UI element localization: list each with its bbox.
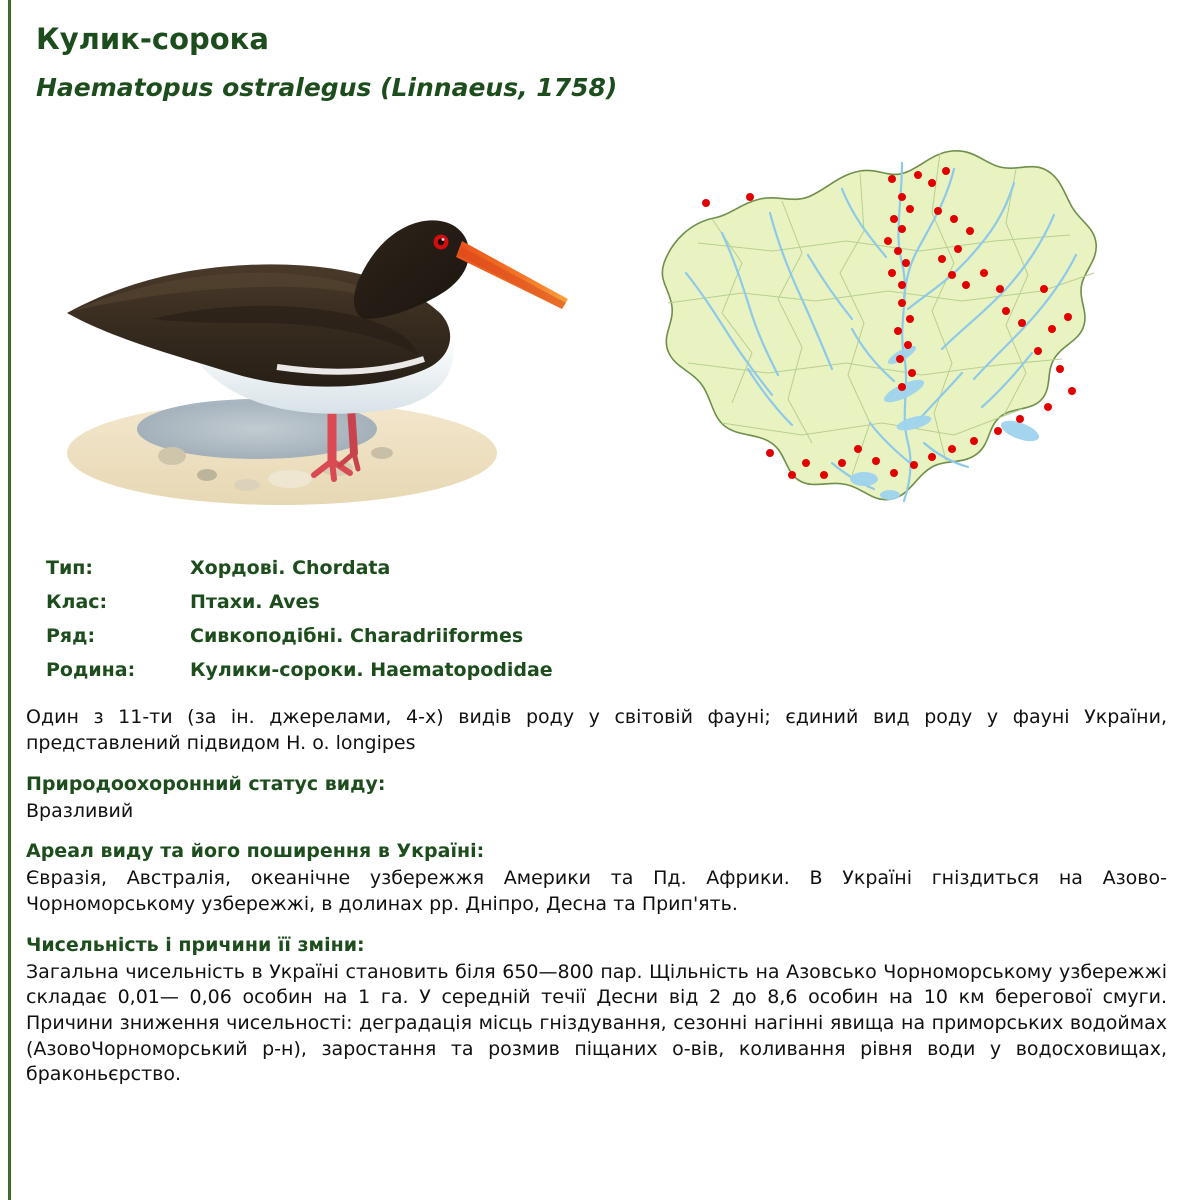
table-row [46,585,553,619]
page-title: Кулик-сорока [36,22,269,56]
section-text-status: Вразливий [26,799,134,822]
taxonomy-value: Сивкоподібні. Charadriiformes [190,625,524,648]
taxonomy-value: Хордові. Chordata [190,557,391,580]
section-heading-range: Ареал виду та його поширення в Україні: [26,840,485,863]
taxonomy-table [46,551,553,687]
table-row [46,619,553,653]
intro-paragraph: Один з 11-ти (за ін. джерелами, 4-х) видів роду у світовій фауні; єдиний вид роду у фауні України, представлений підвидом H. o. longipes [26,706,1167,755]
taxonomy-key: Ряд: [46,625,96,648]
table-row [46,551,553,585]
section-text-population: Загальна чисельність в Україні становить біля 650—800 пар. Щільність на Азовсько Чорноморському узбережжі складає 0,01— 0,06 особин на 1 га. У середній течії Десни від 2 до 8,6 особин на 10 км берегової смуги. Причини зниження чисельності: деградація місць гніздування, сезонні нагінні явища на приморських водоймах (АзовоЧорноморський р-н), заростання та розмив піщаних о-вів, коливання рівня води у водосховищах, браконьєрство. [26,960,1167,1086]
table-row [46,653,553,687]
media-row [22,123,1171,523]
taxonomy-key: Клас: [46,591,108,614]
left-accent-rule [8,0,11,1200]
distribution-map [602,123,1122,523]
taxonomy-key: Родина: [46,659,136,682]
section-heading-population: Чисельність і причини її зміни: [26,933,365,956]
taxonomy-key: Тип: [46,557,93,580]
scientific-name: Haematopus ostralegus (Linnaeus, 1758) [36,72,618,102]
bird-illustration [32,123,572,523]
section-text-range: Євразія, Австралія, океанічне узбережжя Америки та Пд. Африки. В Україні гніздиться на Азово-Чорноморському узбережжі, в долинах рр. Дніпро, Десна та Прип'ять. [26,867,1167,915]
section-heading-status: Природоохоронний статус виду: [26,772,386,795]
taxonomy-value: Птахи. Aves [190,591,320,614]
taxonomy-value: Кулики-сороки. Haematopodidae [190,659,553,682]
